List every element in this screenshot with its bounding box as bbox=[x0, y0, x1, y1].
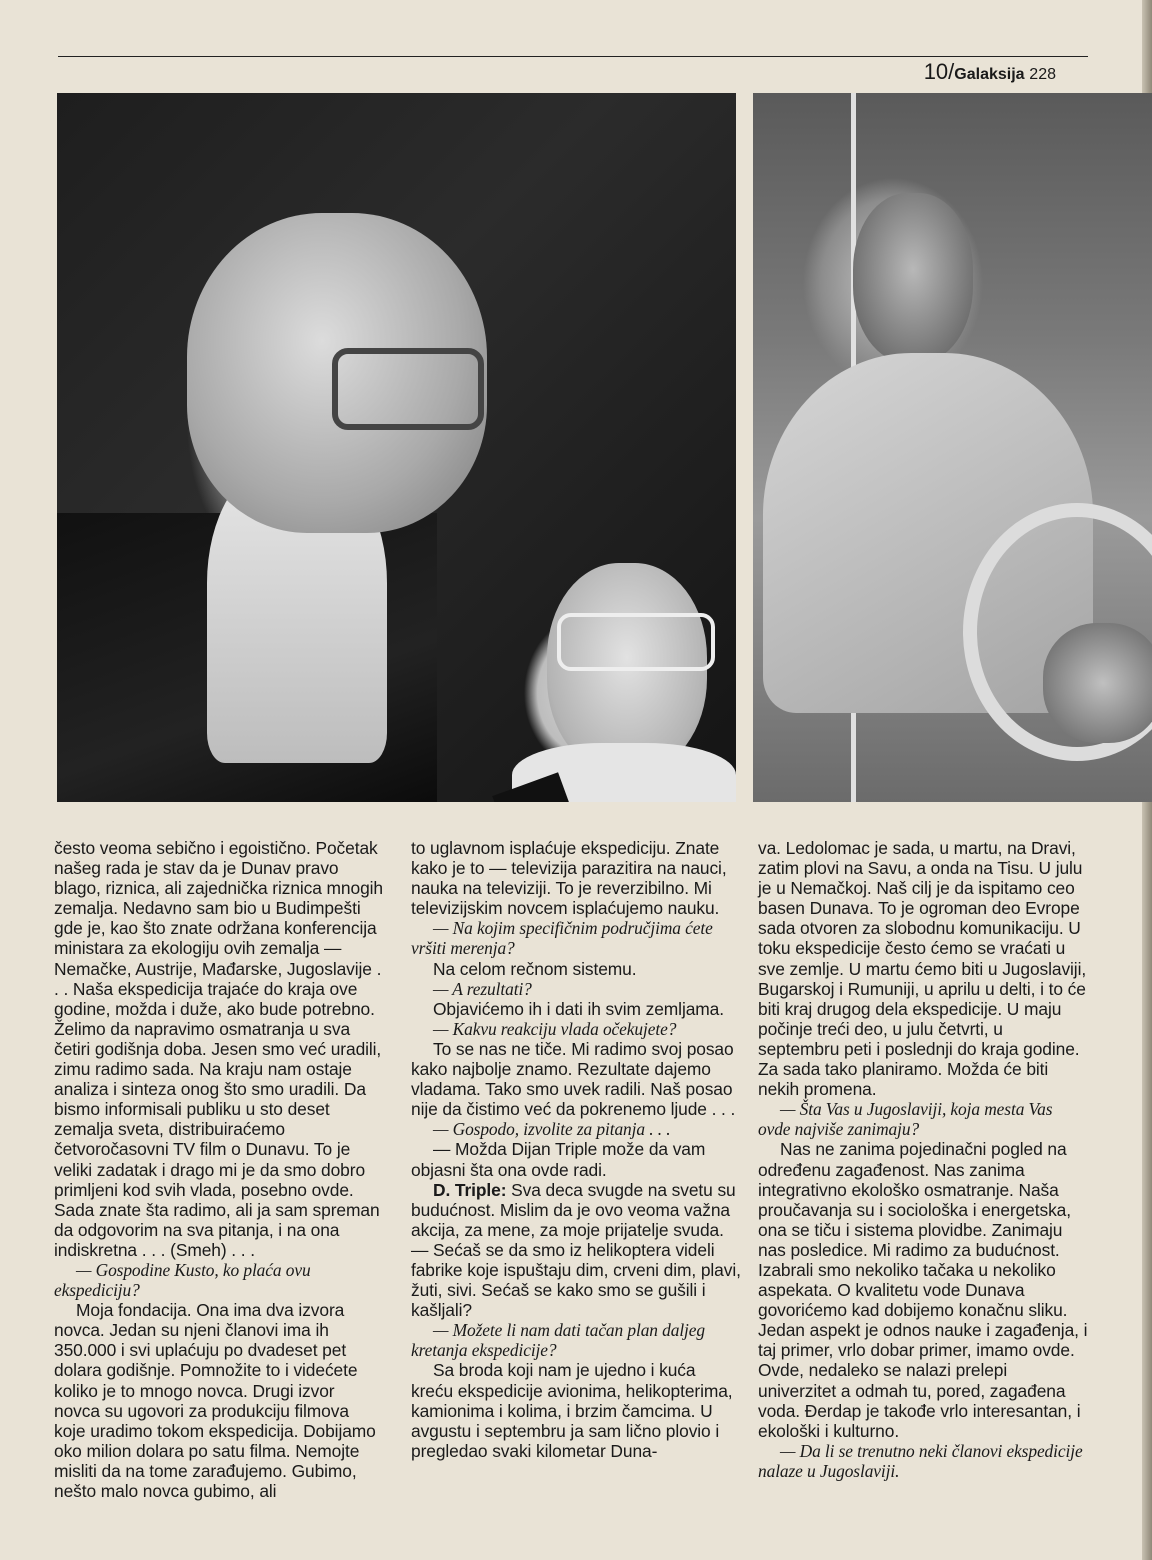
speaker-paragraph bbox=[411, 1180, 741, 1321]
photo-diver-face bbox=[1043, 623, 1152, 743]
article-column-1 bbox=[54, 838, 384, 1501]
interview-question: — Možete li nam dati tačan plan daljeg kretanja ekspedicije? bbox=[411, 1320, 706, 1361]
paragraph: Na celom rečnom sistemu. bbox=[433, 958, 637, 979]
paragraph: va. Ledolomac je sada, u martu, na Dravi, zatim plovi na Savu, a onda na Tisu. U julu je u Nemačkoj. Naš cilj je da ispitamo ceo basen Dunava. To je ogroman deo Evrope sada otvoren za slobodnu komunikaciju. U toku ekspedicije često ćemo se vraćati u sve zemlje. U martu ćemo biti u Jugoslaviji, Bugarskoj i Rumuniji, u aprilu u delti, i to će biti kraj drugog dela ekspedicije. U maju počinje treći deo, u julu četvrti, u septembru peti i poslednji do kraja godine. Za sada tako planiramo. Možda će biti nekih promena. bbox=[758, 838, 1087, 1100]
paragraph: Moja fondacija. Ona ima dva izvora novca. Jedan su njeni članovi ima ih 350.000 i svi uplaćuju po dvadeset pet dolara godišnje. Pomnožite to i videćete koliko je to mnogo novca. Drugi izvor novca su ugovori za produkciju filmova koje uradimo tokom ekspedicija. Dobijamo oko milion dolara po satu filma. Nemojte misliti da na tome zarađujemo. Gubimo, nešto malo novca gubimo, ali bbox=[54, 1300, 376, 1501]
paragraph: Objavićemo ih i dati ih svim zemljama. bbox=[433, 998, 724, 1019]
paragraph: često veoma sebično i egoistično. Početak našeg rada je stav da je Dunav pravo blago, riznica, ali zajednička riznica mnogih zemalja. Nedavno sam bio u Budimpešti gde je, kao što znate održana konferencija ministara za ekologiju ovih zemalja — Nemačke, Austrije, Mađarske, Jugoslavije . . . Naša ekspedicija trajaće do kraja ove godine, možda i duže, ako bude potrebno. Želimo da napravimo osmatranja u sva četiri godišnja doba. Jesen smo već uradili, zimu radimo sada. Na kraju nam ostaje analiza i sinteza onog što smo uradili. Da bismo informisali publiku u sto deset zemalja sveta, distribuiraćemo četvoročasovni TV film o Dunavu. To je veliki zadatak i drago mi je da smo dobro primljeni kod svih vlada, posebno ovde. Sada znate šta radimo, ali ja sam spreman da odgovorim na sva pitanja, i na ona indiskretna . . . (Smeh) . . . bbox=[54, 838, 383, 1260]
issue-number: 10/ bbox=[923, 59, 955, 84]
speaker-text: Sva deca svugde na svetu su budućnost. Mislim da je ovo veoma važna akcija, za mene, za moje prijatelje svuda. — Sećaš se da smo iz helikoptera videli fabrike koje ispuštaju dim, crveni dim, plavi, žuti, sivi. Sećaš se kako smo se gušili i kašljali? bbox=[411, 1179, 741, 1321]
interview-question: — Gospodine Kusto, ko plaća ovu ekspediciju? bbox=[54, 1259, 311, 1301]
paragraph: Sa broda koji nam je ujedno i kuća kreću ekspedicije avionima, helikopterima, kamionima i kolima, i brzim čamcima. U avgustu i septembru ja sam lično plovio i pregledao svaki kilometar Duna- bbox=[411, 1360, 733, 1461]
article-column-3 bbox=[758, 838, 1088, 1481]
interview-question: — Da li se trenutno neki članovi ekspedicije nalaze u Jugoslaviji. bbox=[758, 1440, 1083, 1481]
magazine-name: Galaksija bbox=[954, 66, 1025, 83]
photo-man-head bbox=[853, 193, 973, 363]
paragraph: Nas ne zanima pojedinačni pogled na određenu zagađenost. Nas zanima integrativno ekološko osmatranje. Naša proučavanja su i sociološka i energetska, ona se tiču i sistema plovidbe. Zanimaju nas posledice. Mi radimo za budućnost. Izabrali smo nekoliko tačaka u nekoliko aspekata. O kvalitetu vode Dunava govorićemo kad dobijemo konačnu sliku. Jedan aspekt je odnos nauke i zagađenja, i taj primer, vrlo dobar primer, imamo ovde. Ovde, nedaleko se nalazi prelepi univerzitet a odmah tu, pored, zagađena voda. Đerdap je takođe vrlo interesantan, i ekološki i kulturno. bbox=[758, 1139, 1088, 1441]
interview-question: — Gospodo, izvolite za pitanja . . . bbox=[433, 1119, 671, 1140]
article-column-2 bbox=[411, 838, 741, 1461]
photo-cousteau-and-girl bbox=[57, 93, 736, 802]
interview-question: — Na kojim specifičnim područjima ćete vršiti merenja? bbox=[411, 918, 713, 959]
interview-question: — Kakvu reakciju vlada očekujete? bbox=[433, 1018, 677, 1039]
photo-girl-glasses bbox=[557, 613, 715, 671]
speaker-name: D. Triple: bbox=[433, 1179, 507, 1200]
paragraph: To se nas ne tiče. Mi radimo svoj posao kako najbolje znamo. Rezultate dajemo vladama. Tako smo uvek radili. Naš posao nije da čistimo već da pokrenemo ljude . . . bbox=[411, 1038, 736, 1120]
page-number: 228 bbox=[1029, 66, 1056, 83]
interview-question: — Šta Vas u Jugoslaviji, koja mesta Vas ovde najviše zanimaju? bbox=[758, 1099, 1053, 1140]
paragraph: to uglavnom isplaćuje ekspediciju. Znate kako je to — televizija parazitira na nauci, nauka na televiziji. To je reverzibilno. Mi televizijskim novcem isplaćujemo nauku. bbox=[411, 838, 727, 919]
header-rule bbox=[58, 56, 1088, 57]
photo-diver bbox=[753, 93, 1152, 802]
paragraph: — Možda Dijan Triple može da vam objasni šta ona ovde radi. bbox=[411, 1139, 706, 1180]
page-header bbox=[924, 60, 1056, 87]
photo-glasses bbox=[332, 348, 484, 430]
interview-question: — A rezultati? bbox=[433, 978, 532, 999]
